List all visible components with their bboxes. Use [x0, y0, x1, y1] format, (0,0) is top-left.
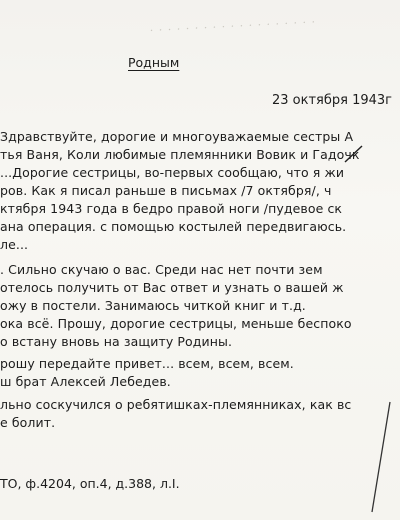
letter-line: ров. Как я писал раньше в письмах /7 октября/, ч — [0, 183, 332, 198]
letter-line: Здравствуйте, дорогие и многоуважаемые сестры А — [0, 129, 354, 144]
letter-heading: Родным — [128, 55, 180, 70]
pen-stroke-mark — [360, 400, 400, 520]
letter-line: ана операция. с помощью костылей передвигаюсь. — [0, 219, 347, 234]
letter-line: ожу в постели. Занимаюсь читкой книг и т.д. — [0, 298, 306, 313]
letter-line: льно соскучился о ребятишках-племянниках, как вс — [0, 397, 352, 412]
letter-line: рошу передайте привет... всем, всем, всем. — [0, 356, 294, 371]
faint-stamp-text: · · · · · · · · · · · · · · · · · · · — [149, 15, 317, 38]
letter-line: е болит. — [0, 415, 56, 430]
letter-line: тья Ваня, Коли любимые племянники Вовик и Гадочк — [0, 147, 360, 162]
letter-line: ле... — [0, 237, 29, 252]
archive-reference: ТО, ф.4204, оп.4, д.388, л.I. — [0, 476, 180, 491]
letter-line: ...Дорогие сестрицы, во-первых сообщаю, что я жи — [0, 165, 345, 180]
letter-line: ш брат Алексей Лебедев. — [0, 374, 171, 389]
letter-date: 23 октября 1943г — [272, 93, 393, 108]
letter-line: . Сильно скучаю о вас. Среди нас нет почти зем — [0, 262, 323, 277]
letter-line: отелось получить от Вас ответ и узнать о вашей ж — [0, 280, 344, 295]
letter-line: ктября 1943 года в бедро правой ноги /пудевое ск — [0, 201, 343, 216]
letter-line: ока всё. Прошу, дорогие сестрицы, меньше беспоко — [0, 316, 352, 331]
letter-line: о встану вновь на защиту Родины. — [0, 334, 233, 349]
